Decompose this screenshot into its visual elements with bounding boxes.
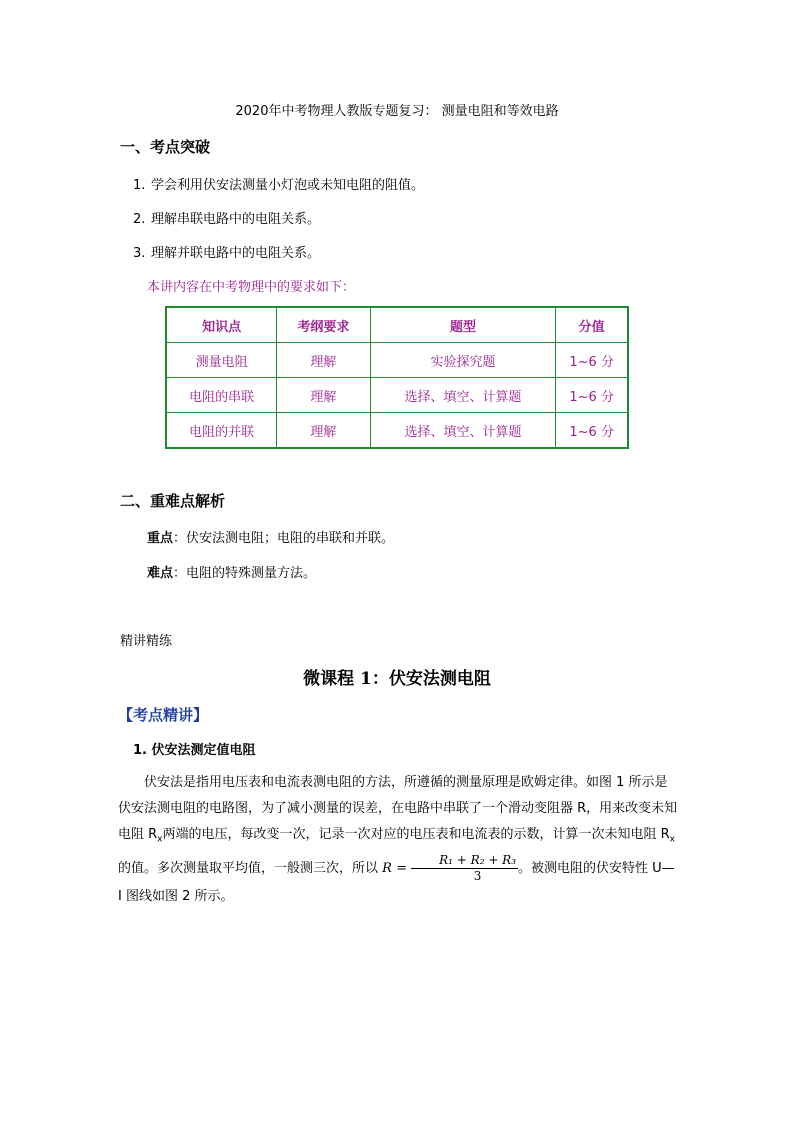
para-part-4: 。被测电阻的伏安特性 U—I 图线如图 2 所示。 bbox=[118, 860, 675, 904]
table-row bbox=[166, 343, 628, 378]
difficult-point bbox=[147, 562, 316, 581]
formula-denominator: 3 bbox=[473, 868, 482, 883]
table-header-cell: 考纲要求 bbox=[277, 307, 370, 343]
table-cell: 测量电阻 bbox=[166, 343, 277, 378]
list-item-number: 3. bbox=[133, 246, 146, 261]
table-cell: 理解 bbox=[277, 378, 370, 413]
kaodian-tag: 【考点精讲】 bbox=[118, 706, 209, 724]
requirement-intro: 本讲内容在中考物理中的要求如下： bbox=[147, 280, 356, 295]
list-item-text: 理解串联电路中的电阻关系。 bbox=[151, 212, 321, 227]
table-header-cell: 知识点 bbox=[166, 307, 277, 343]
key-point-label: 重点 bbox=[147, 531, 174, 546]
table-header-row bbox=[166, 307, 628, 343]
knowledge-table bbox=[165, 306, 629, 449]
rx-subscript: x bbox=[669, 834, 675, 845]
jingjiang-label: 精讲精练 bbox=[120, 634, 173, 649]
formula-lhs: R = bbox=[382, 860, 407, 876]
table-cell: 1~6 分 bbox=[556, 378, 628, 413]
section1-heading: 一、考点突破 bbox=[120, 138, 211, 156]
list-item bbox=[133, 242, 320, 261]
body-paragraph bbox=[118, 770, 678, 910]
section2-heading: 二、重难点解析 bbox=[120, 492, 226, 510]
list-item-number: 1. bbox=[133, 178, 146, 193]
list-item-text: 理解并联电路中的电阻关系。 bbox=[151, 246, 321, 261]
list-item-text: 学会利用伏安法测量小灯泡或未知电阻的阻值。 bbox=[151, 178, 425, 193]
document-title: 2020年中考物理人教版专题复习： 测量电阻和等效电路 bbox=[235, 104, 559, 119]
table-cell: 理解 bbox=[277, 343, 370, 378]
table-cell: 1~6 分 bbox=[556, 413, 628, 449]
table-row bbox=[166, 378, 628, 413]
table-cell: 1~6 分 bbox=[556, 343, 628, 378]
table-cell: 实验探究题 bbox=[370, 343, 556, 378]
para-part-3: 的值。多次测量取平均值，一般测三次，所以 bbox=[118, 860, 379, 876]
difficult-point-text: ：电阻的特殊测量方法。 bbox=[173, 566, 317, 581]
list-item bbox=[133, 174, 424, 193]
table-cell: 选择、填空、计算题 bbox=[370, 413, 556, 449]
table-cell: 电阻的并联 bbox=[166, 413, 277, 449]
para-part-1: 伏安法是指用电压表和电流表测电阻的方法，所遵循的测量原理是欧姆定律。如图 1 所示是伏安法测电阻的电路图，为了减小测量的误差，在电路中串联了一个滑动变阻器 R，用来改变未知电阻 R bbox=[118, 775, 678, 842]
para-part-2: 两端的电压，每改变一次，记录一次对应的电压表和电流表的示数，计算一次未知电阻 R bbox=[162, 827, 670, 842]
table-cell: 选择、填空、计算题 bbox=[370, 378, 556, 413]
subheading: 1. 伏安法测定值电阻 bbox=[133, 743, 256, 758]
rx-subscript: x bbox=[157, 834, 163, 845]
formula-numerator: R₁ + R₂ + R₃ bbox=[411, 853, 518, 869]
table-row bbox=[166, 413, 628, 449]
difficult-point-label: 难点 bbox=[147, 566, 174, 581]
table-cell: 理解 bbox=[277, 413, 370, 449]
table-header-cell: 分值 bbox=[556, 307, 628, 343]
key-point-text: ：伏安法测电阻；电阻的串联和并联。 bbox=[173, 531, 395, 546]
list-item bbox=[133, 208, 320, 227]
micro-course-title: 微课程 1：伏安法测电阻 bbox=[303, 669, 491, 689]
list-item-number: 2. bbox=[133, 212, 146, 227]
key-point bbox=[147, 527, 394, 546]
average-formula bbox=[411, 853, 518, 884]
table-header-cell: 题型 bbox=[370, 307, 556, 343]
table-cell: 电阻的串联 bbox=[166, 378, 277, 413]
